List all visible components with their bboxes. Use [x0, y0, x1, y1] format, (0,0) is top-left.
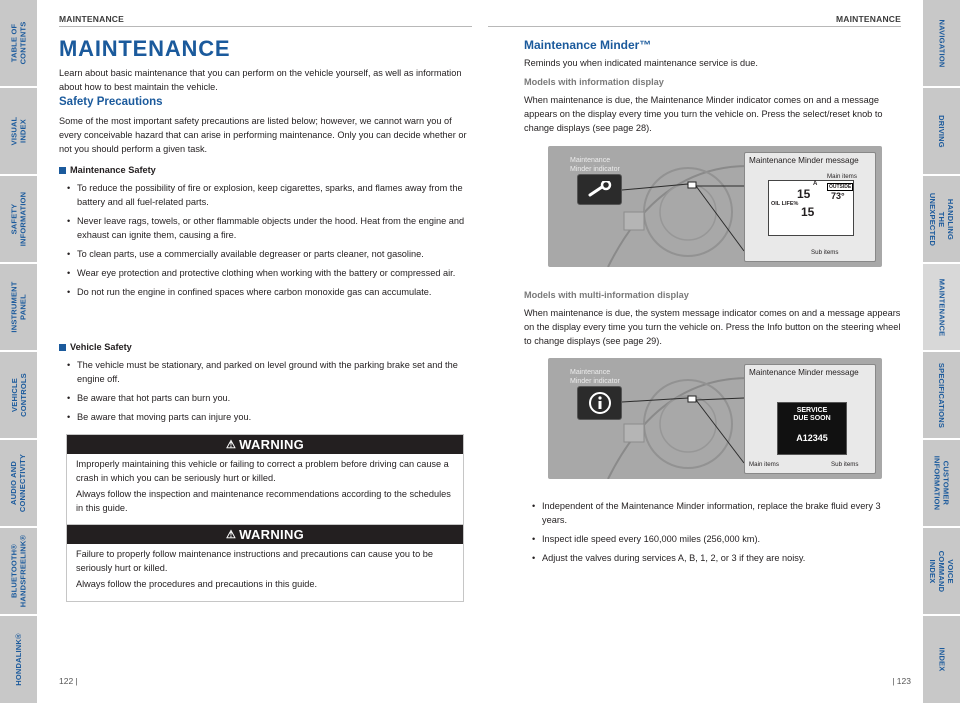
page-title: MAINTENANCE: [59, 36, 231, 61]
tab-table-of-contents[interactable]: TABLE OF CONTENTS: [0, 0, 37, 86]
list-item: • Adjust the valves during services A, B, 1, 2, or 3 if they are noisy.: [527, 551, 907, 565]
maintenance-safety-heading: Maintenance Safety: [59, 165, 156, 175]
list-item: • To reduce the possibility of fire or explosion, keep cigarettes, sparks, and flames away from the battery and all fuel-related parts.: [62, 181, 470, 209]
list-item: • Be aware that hot parts can burn you.: [62, 391, 470, 405]
tab-handling-the-unexpected[interactable]: HANDLING THE UNEXPECTED: [923, 176, 960, 262]
warning-triangle-icon: ⚠: [225, 529, 237, 541]
tab-bluetooth-handsfreelink[interactable]: BLUETOOTH® HANDSFREELINK®: [0, 528, 37, 614]
right-page: [480, 0, 923, 703]
safety-intro-text: Some of the most important safety precautions are listed below; however, we cannot warn you of every conceivable hazard that can arise in performing maintenance. Only you can decide whether or not you should perform a given task.: [59, 116, 467, 154]
multi-display-text: When maintenance is due, the system message indicator comes on and a message appears on the display every time you turn the vehicle on. Press the Info button on the steering wheel to change displays (see page 29).: [524, 308, 901, 346]
warning-triangle-icon: ⚠: [225, 439, 237, 451]
header-divider: [488, 26, 901, 27]
maintenance-minder-title: Maintenance Minder™: [524, 38, 652, 52]
main-items-label: Main items: [827, 173, 857, 180]
list-item: • To clean parts, use a commercially available degreaser or parts cleaner, not gasoline.: [62, 247, 470, 261]
left-page: [37, 0, 480, 703]
tab-customer-information[interactable]: CUSTOMER INFORMATION: [923, 440, 960, 526]
list-item: • Inspect idle speed every 160,000 miles (256,000 km).: [527, 532, 907, 546]
info-icon: [577, 386, 622, 420]
information-display-screen: OIL LIFE% 15 15 OUTSIDE 73° A: [768, 180, 854, 236]
page-header: MAINTENANCE: [59, 14, 125, 24]
minder-indicator-label: Maintenance Minder indicator: [570, 157, 620, 173]
intro-text: Learn about basic maintenance that you can perform on the vehicle yourself, as well as information about how to best maintain the vehicle.: [59, 68, 462, 92]
blue-square-icon: [59, 167, 66, 174]
tab-index[interactable]: INDEX: [923, 616, 960, 703]
tab-voice-command-index[interactable]: VOICE COMMAND INDEX: [923, 528, 960, 614]
list-item: • Wear eye protection and protective clothing when working with the battery or compressed air.: [62, 266, 470, 280]
sub-items-label: Sub items: [811, 249, 839, 256]
warning-box-2: [66, 524, 464, 602]
multi-display-heading: Models with multi-information display: [524, 290, 689, 300]
tab-safety-information[interactable]: SAFETY INFORMATION: [0, 176, 37, 262]
right-section-tabs: [923, 0, 960, 703]
minder-message-title: Maintenance Minder message: [749, 156, 859, 165]
list-item: • Be aware that moving parts can injure you.: [62, 410, 470, 424]
minder-indicator-label: Maintenance Minder indicator: [570, 369, 620, 385]
tab-vehicle-controls[interactable]: VEHICLE CONTROLS: [0, 352, 37, 438]
header-divider: [59, 26, 472, 27]
tab-instrument-panel[interactable]: INSTRUMENT PANEL: [0, 264, 37, 350]
vehicle-safety-list: [62, 358, 470, 429]
maintenance-safety-list: [62, 181, 470, 304]
info-display-heading: Models with information display: [524, 77, 664, 87]
maintenance-notes-list: [527, 499, 907, 570]
minder-message-title: Maintenance Minder message: [749, 368, 859, 377]
minder-intro-text: Reminds you when indicated maintenance service is due.: [524, 58, 758, 68]
tab-visual-index[interactable]: VISUAL INDEX: [0, 88, 37, 174]
list-item: • Do not run the engine in confined spaces where carbon monoxide gas can accumulate.: [62, 285, 470, 299]
wrench-icon: [577, 174, 622, 205]
figure-information-display: [548, 146, 882, 267]
safety-precautions-title: Safety Precautions: [59, 96, 163, 108]
warning-box-1: [66, 434, 464, 525]
warning-text: Improperly maintaining this vehicle or failing to correct a problem before driving can cause a crash in which you can be seriously hurt or killed.: [76, 459, 449, 483]
tab-specifications[interactable]: SPECIFICATIONS: [923, 352, 960, 438]
page-number: 122 |: [59, 676, 78, 686]
warning-header: ⚠ WARNING: [67, 525, 463, 544]
blue-square-icon: [59, 344, 66, 351]
minder-message-panel: [744, 152, 876, 262]
warning-header: ⚠ WARNING: [67, 435, 463, 454]
tab-maintenance[interactable]: MAINTENANCE: [923, 264, 960, 350]
tab-navigation[interactable]: NAVIGATION: [923, 0, 960, 86]
tab-hondalink[interactable]: HONDALINK®: [0, 616, 37, 703]
list-item: • Never leave rags, towels, or other flammable objects under the hood. Heat from the engine and exhaust can ignite them, causing a fire.: [62, 214, 470, 242]
warning-text: Always follow the inspection and maintenance recommendations according to the schedules in this guide.: [76, 489, 451, 513]
list-item: • Independent of the Maintenance Minder information, replace the brake fluid every 3 years.: [527, 499, 907, 527]
info-display-text: When maintenance is due, the Maintenance Minder indicator comes on and a message appears on the display every time you turn the vehicle on. Press the select/reset knob to change displays (see page 28).: [524, 95, 883, 133]
sub-items-label: Sub items: [831, 461, 859, 468]
page-header: MAINTENANCE: [835, 14, 901, 24]
left-section-tabs: [0, 0, 37, 703]
multi-information-screen: SERVICE DUE SOON A12345: [777, 402, 847, 455]
tab-audio-connectivity[interactable]: AUDIO AND CONNECTIVITY: [0, 440, 37, 526]
list-item: • The vehicle must be stationary, and parked on level ground with the parking brake set and the engine off.: [62, 358, 470, 386]
warning-text: Always follow the procedures and precautions in this guide.: [76, 579, 318, 589]
tab-driving[interactable]: DRIVING: [923, 88, 960, 174]
warning-text: Failure to properly follow maintenance instructions and precautions can cause you to be seriously hurt or killed.: [76, 549, 433, 573]
figure-multi-information-display: [548, 358, 882, 479]
vehicle-safety-heading: Vehicle Safety: [59, 342, 132, 352]
minder-message-panel: [744, 364, 876, 474]
main-items-label: Main items: [749, 461, 779, 468]
page-number: | 123: [892, 676, 911, 686]
